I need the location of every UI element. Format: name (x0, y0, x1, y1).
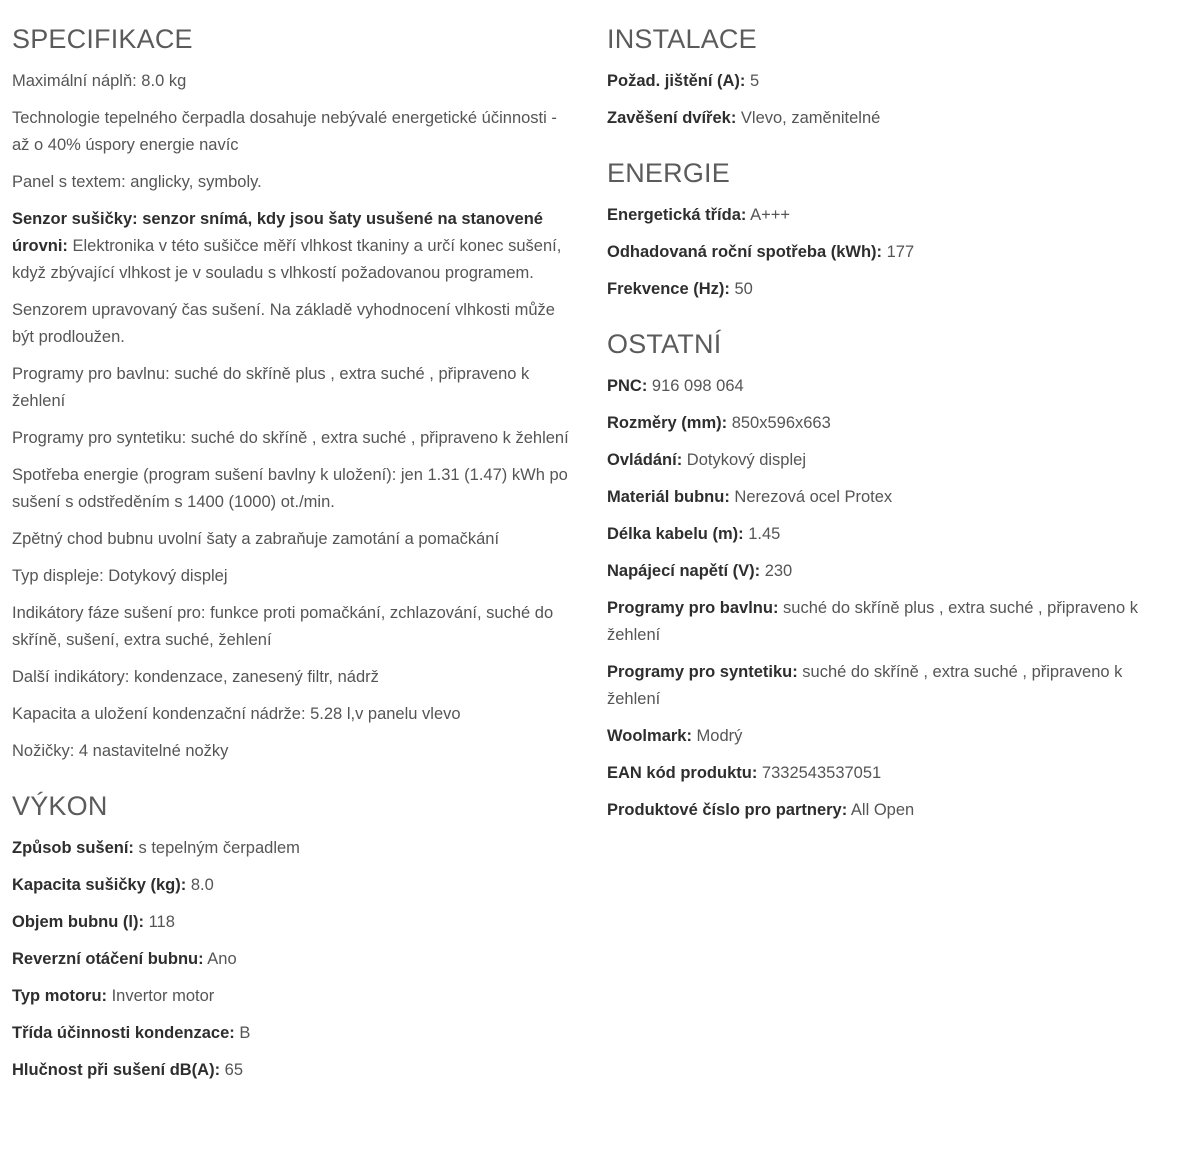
spec-value: suché do skříně plus , extra suché , připraveno k žehlení (607, 599, 1138, 644)
section-title-ostatni: OSTATNÍ (607, 329, 722, 359)
spec-item: Programy pro bavlnu: suché do skříně plus , extra suché , připraveno k žehlení (12, 365, 530, 410)
spec-value: Elektronika v této sušičce měří vlhkost tkaniny a určí konec sušení, když zbývající vlhkost je v souladu s vlhkostí požadovanou programem. (12, 237, 562, 282)
instalace-list (607, 68, 1167, 132)
spec-key: Třída účinnosti kondenzace: (12, 1024, 235, 1042)
spec-value: Vlevo, zaměnitelné (736, 109, 881, 127)
spec-item (607, 447, 1167, 474)
spec-value: 7332543537051 (757, 764, 882, 782)
spec-value: 65 (220, 1061, 244, 1079)
spec-item (12, 206, 572, 287)
spec-key: Typ motoru: (12, 987, 108, 1005)
spec-item (12, 1057, 572, 1084)
spec-key: Způsob sušení: (12, 839, 134, 857)
energie-list (607, 202, 1167, 303)
spec-key: Zavěšení dvířek: (607, 109, 737, 127)
spec-key: Materiál bubnu: (607, 488, 730, 506)
spec-key: Programy pro bavlnu: (607, 599, 779, 617)
spec-item (607, 760, 1167, 787)
section-title-vykon: VÝKON (12, 791, 108, 821)
spec-item: Panel s textem: anglicky, symboly. (12, 173, 262, 191)
spec-item (12, 872, 572, 899)
spec-item (607, 239, 1167, 266)
section-title-instalace: INSTALACE (607, 24, 757, 54)
spec-item (12, 983, 572, 1010)
spec-key: Hlučnost při sušení dB(A): (12, 1061, 221, 1079)
spec-value: Invertor motor (107, 987, 215, 1005)
ostatni-list (607, 373, 1167, 824)
spec-item (12, 946, 572, 973)
spec-key: Woolmark: (607, 727, 692, 745)
spec-value: 1.45 (743, 525, 781, 543)
spec-item (607, 595, 1167, 649)
spec-value: Modrý (691, 727, 743, 745)
spec-item (607, 484, 1167, 511)
spec-key: Energetická třída: (607, 206, 747, 224)
section-title-specifikace: SPECIFIKACE (12, 24, 193, 54)
spec-item (607, 276, 1167, 303)
spec-item: Technologie tepelného čerpadla dosahuje nebývalé energetické účinnosti - až o 40% úspory energie navíc (12, 109, 557, 154)
spec-key: Senzor sušičky: senzor snímá, kdy jsou šaty usušené na stanovené úrovni: (12, 210, 543, 255)
vykon-list (12, 835, 572, 1084)
spec-key: Kapacita sušičky (kg): (12, 876, 187, 894)
spec-value: Nerezová ocel Protex (729, 488, 893, 506)
left-column (12, 0, 572, 1094)
spec-value: 177 (882, 243, 915, 261)
spec-value: 230 (760, 562, 793, 580)
spec-value: 50 (729, 280, 753, 298)
spec-value: A+++ (746, 206, 790, 224)
spec-item (607, 797, 1167, 824)
spec-item (607, 410, 1167, 437)
spec-key: Odhadovaná roční spotřeba (kWh): (607, 243, 883, 261)
spec-item: Kapacita a uložení kondenzační nádrže: 5.28 l,v panelu vlevo (12, 705, 461, 723)
spec-key: Délka kabelu (m): (607, 525, 744, 543)
spec-value: Ano (203, 950, 237, 968)
spec-value: 118 (143, 913, 175, 931)
specifikace-list (12, 68, 572, 765)
spec-value: 850x596x663 (727, 414, 831, 432)
spec-item: Zpětný chod bubnu uvolní šaty a zabraňuje zamotání a pomačkání (12, 530, 500, 548)
spec-item (607, 521, 1167, 548)
spec-key: Požad. jištění (A): (607, 72, 746, 90)
spec-item (12, 1020, 572, 1047)
spec-item (607, 558, 1167, 585)
spec-item (607, 723, 1167, 750)
spec-item: Nožičky: 4 nastavitelné nožky (12, 742, 229, 760)
spec-value: 5 (745, 72, 760, 90)
spec-key: PNC: (607, 377, 648, 395)
spec-item: Programy pro syntetiku: suché do skříně , extra suché , připraveno k žehlení (12, 429, 569, 447)
spec-item: Další indikátory: kondenzace, zanesený filtr, nádrž (12, 668, 379, 686)
spec-key: EAN kód produktu: (607, 764, 758, 782)
spec-item (607, 202, 1167, 229)
spec-item: Typ displeje: Dotykový displej (12, 567, 228, 585)
spec-value: suché do skříně , extra suché , připraveno k žehlení (607, 663, 1123, 708)
right-column (607, 0, 1167, 834)
spec-key: Objem bubnu (l): (12, 913, 144, 931)
section-title-energie: ENERGIE (607, 158, 730, 188)
spec-value: Dotykový displej (682, 451, 806, 469)
spec-value: 916 098 064 (647, 377, 744, 395)
spec-value: B (234, 1024, 251, 1042)
spec-item (607, 659, 1167, 713)
spec-value: All Open (847, 801, 915, 819)
spec-key: Ovládání: (607, 451, 683, 469)
spec-value: 8.0 (186, 876, 214, 894)
spec-item (12, 835, 572, 862)
spec-item: Senzorem upravovaný čas sušení. Na základě vyhodnocení vlhkosti může být prodloužen. (12, 301, 555, 346)
spec-item: Indikátory fáze sušení pro: funkce proti pomačkání, zchlazování, suché do skříně, sušení, extra suché, žehlení (12, 604, 554, 649)
spec-key: Napájecí napětí (V): (607, 562, 761, 580)
spec-key: Frekvence (Hz): (607, 280, 730, 298)
spec-item: Maximální náplň: 8.0 kg (12, 72, 187, 90)
spec-item (12, 909, 572, 936)
spec-key: Rozměry (mm): (607, 414, 728, 432)
spec-key: Reverzní otáčení bubnu: (12, 950, 204, 968)
spec-item (607, 68, 1167, 95)
spec-value: s tepelným čerpadlem (133, 839, 300, 857)
spec-key: Programy pro syntetiku: (607, 663, 798, 681)
spec-key: Produktové číslo pro partnery: (607, 801, 848, 819)
spec-item: Spotřeba energie (program sušení bavlny k uložení): jen 1.31 (1.47) kWh po sušení s odstředěním s 1400 (1000) ot./min. (12, 466, 568, 511)
spec-item (607, 105, 1167, 132)
spec-item (607, 373, 1167, 400)
